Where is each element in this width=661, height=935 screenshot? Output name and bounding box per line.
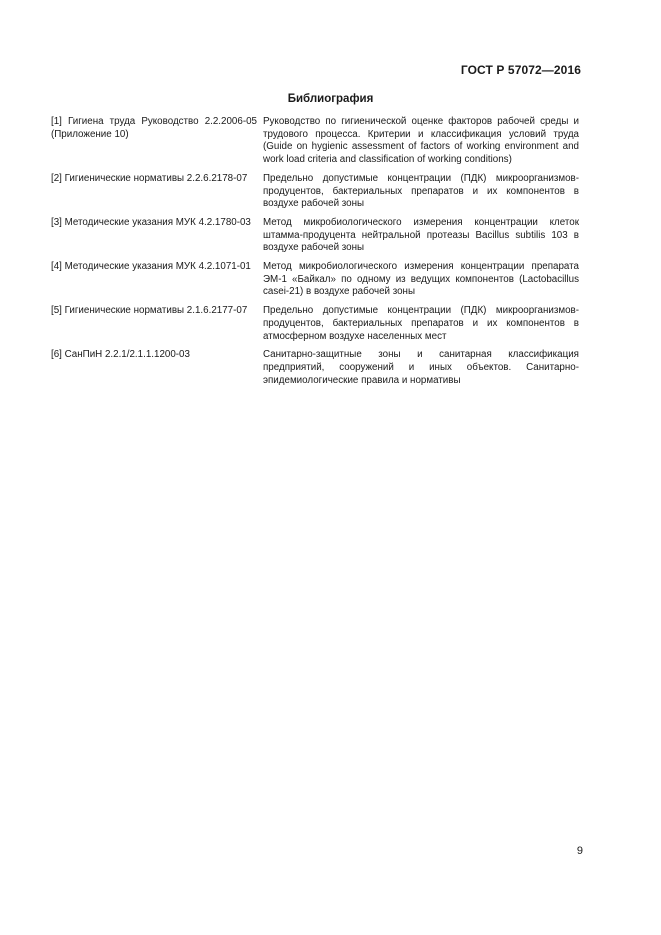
bibliography-reference: [2] Гигиенические нормативы 2.2.6.2178-07 <box>51 172 248 184</box>
bibliography-entry <box>51 349 579 387</box>
bibliography-reference: [3] Методические указания МУК 4.2.1780-03 <box>51 216 251 228</box>
bibliography-description: Предельно допустимые концентрации (ПДК) микроорганизмов-продуцентов, бактериальных препаратов и их компонентов в воздухе рабочей зоны <box>263 172 579 210</box>
page-title: Библиография <box>287 93 374 105</box>
standard-code: ГОСТ Р 57072—2016 <box>460 63 581 77</box>
page-number: 9 <box>576 845 583 857</box>
bibliography-reference: [6] СанПиН 2.2.1/2.1.1.1200-03 <box>51 349 190 361</box>
bibliography-entry <box>51 217 579 255</box>
bibliography-description: Руководство по гигиенической оценке факторов рабочей среды и трудового процесса. Критерии и классификация условий труда (Guide on hygienic assessment of factors of working environment and work load criteria and classification of working conditions) <box>263 116 579 166</box>
bibliography-entry <box>51 116 579 167</box>
bibliography-description: Санитарно-защитные зоны и санитарная классификация предприятий, сооружений и иных объектов. Санитарно-эпидемиологические правила и нормативы <box>263 349 579 386</box>
bibliography-reference: [1] Гигиена труда Руководство 2.2.2006-05 (Приложение 10) <box>51 116 257 140</box>
bibliography-list <box>51 116 579 393</box>
bibliography-description: Предельно допустимые концентрации (ПДК) микроорганизмов-продуцентов, бактериальных препаратов и их компонентов в атмосферном воздухе населенных мест <box>263 305 579 342</box>
bibliography-entry <box>51 305 579 343</box>
bibliography-reference: [5] Гигиенические нормативы 2.1.6.2177-07 <box>51 305 248 317</box>
bibliography-description: Метод микробиологического измерения концентрации клеток штамма-продуцента нейтральной протеазы Bacillus subtilis 103 в воздухе рабочей зоны <box>263 216 579 254</box>
bibliography-entry <box>51 173 579 211</box>
bibliography-reference: [4] Методические указания МУК 4.2.1071-01 <box>51 261 251 273</box>
bibliography-entry <box>51 261 579 299</box>
bibliography-description: Метод микробиологического измерения концентрации препарата ЭМ-1 «Байкал» по одному из ведущих компонентов (Lactobacillus casei-21) в воздухе рабочей зоны <box>263 261 579 298</box>
